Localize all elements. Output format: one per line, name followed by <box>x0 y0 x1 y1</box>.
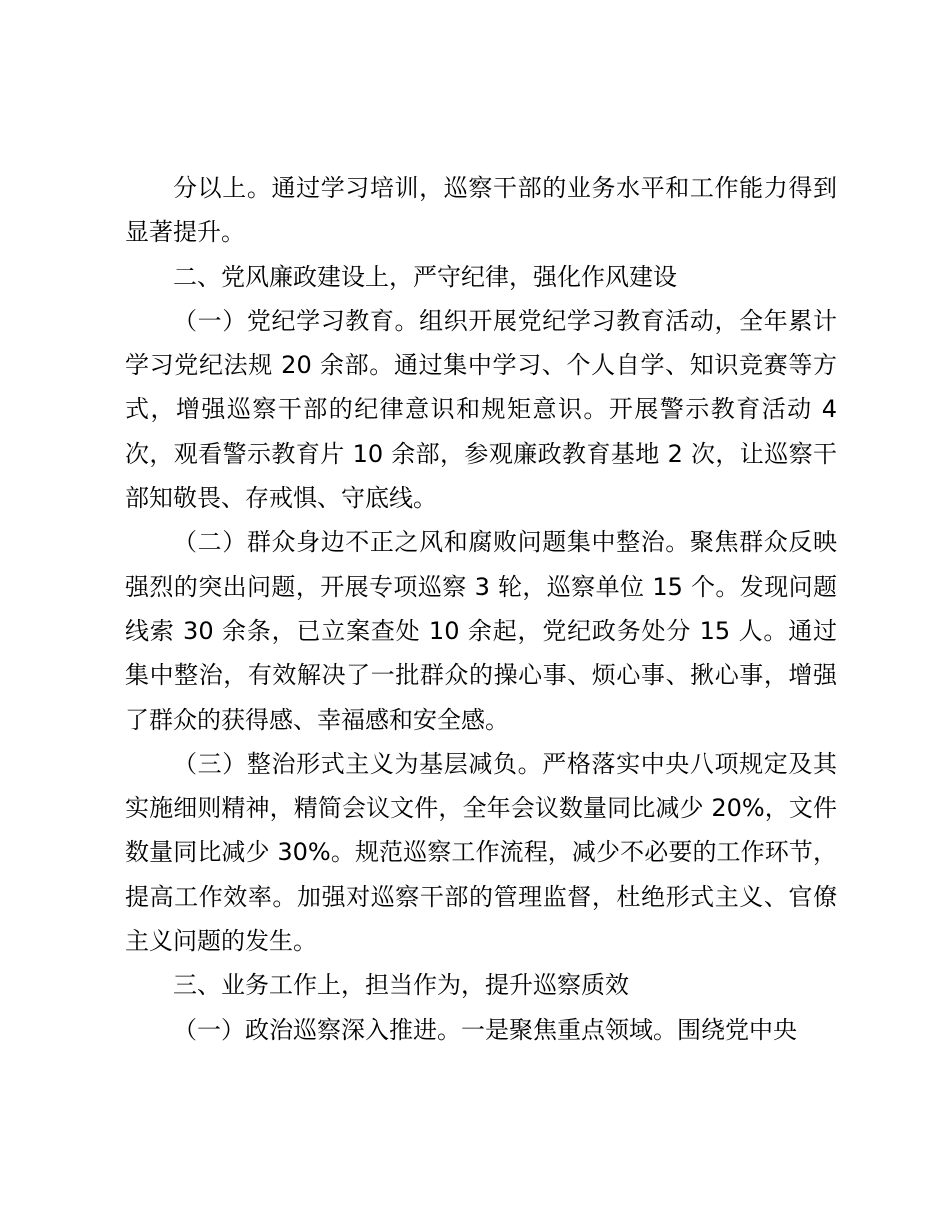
paragraph-training-result: 分以上。通过学习培训，巡察干部的业务水平和工作能力得到显著提升。 <box>125 174 837 247</box>
section-heading-integrity: 二、党风廉政建设上，严守纪律，强化作风建设 <box>173 262 677 291</box>
paragraph-discipline-education: （一）党纪学习教育。组织开展党纪学习教育活动，全年累计学习党纪法规 20 余部。通过集中学习、个人自学、知识竞赛等方式，增强巡察干部的纪律意识和规矩意识。开展警示教育活动 4 次，观看警示教育片 10 余部，参观廉政教育基地 2 次，让巡察干部知敬畏、存戒惧、守底线。 <box>125 306 837 513</box>
paragraph-formalism-reduction: （三）整治形式主义为基层减负。严格落实中央八项规定及其实施细则精神，精简会议文件，全年会议数量同比减少 20%，文件数量同比减少 30%。规范巡察工作流程，减少不必要的工作环节，提高工作效率。加强对巡察干部的管理监督，杜绝形式主义、官僚主义问题的发生。 <box>125 749 837 956</box>
paragraph-political-inspection: （一）政治巡察深入推进。一是聚焦重点领域。围绕党中央 <box>173 1015 797 1044</box>
paragraph-corruption-rectification: （二）群众身边不正之风和腐败问题集中整治。聚焦群众反映强烈的突出问题，开展专项巡察 3 轮，巡察单位 15 个。发现问题线索 30 余条，已立案查处 10 余起，党纪政务处分 15 人。通过集中整治，有效解决了一批群众的操心事、烦心事、揪心事，增强了群众的获得感、幸福感和安全感。 <box>125 528 837 734</box>
section-heading-business: 三、业务工作上，担当作为，提升巡察质效 <box>173 971 629 1000</box>
document-body <box>125 166 837 1052</box>
